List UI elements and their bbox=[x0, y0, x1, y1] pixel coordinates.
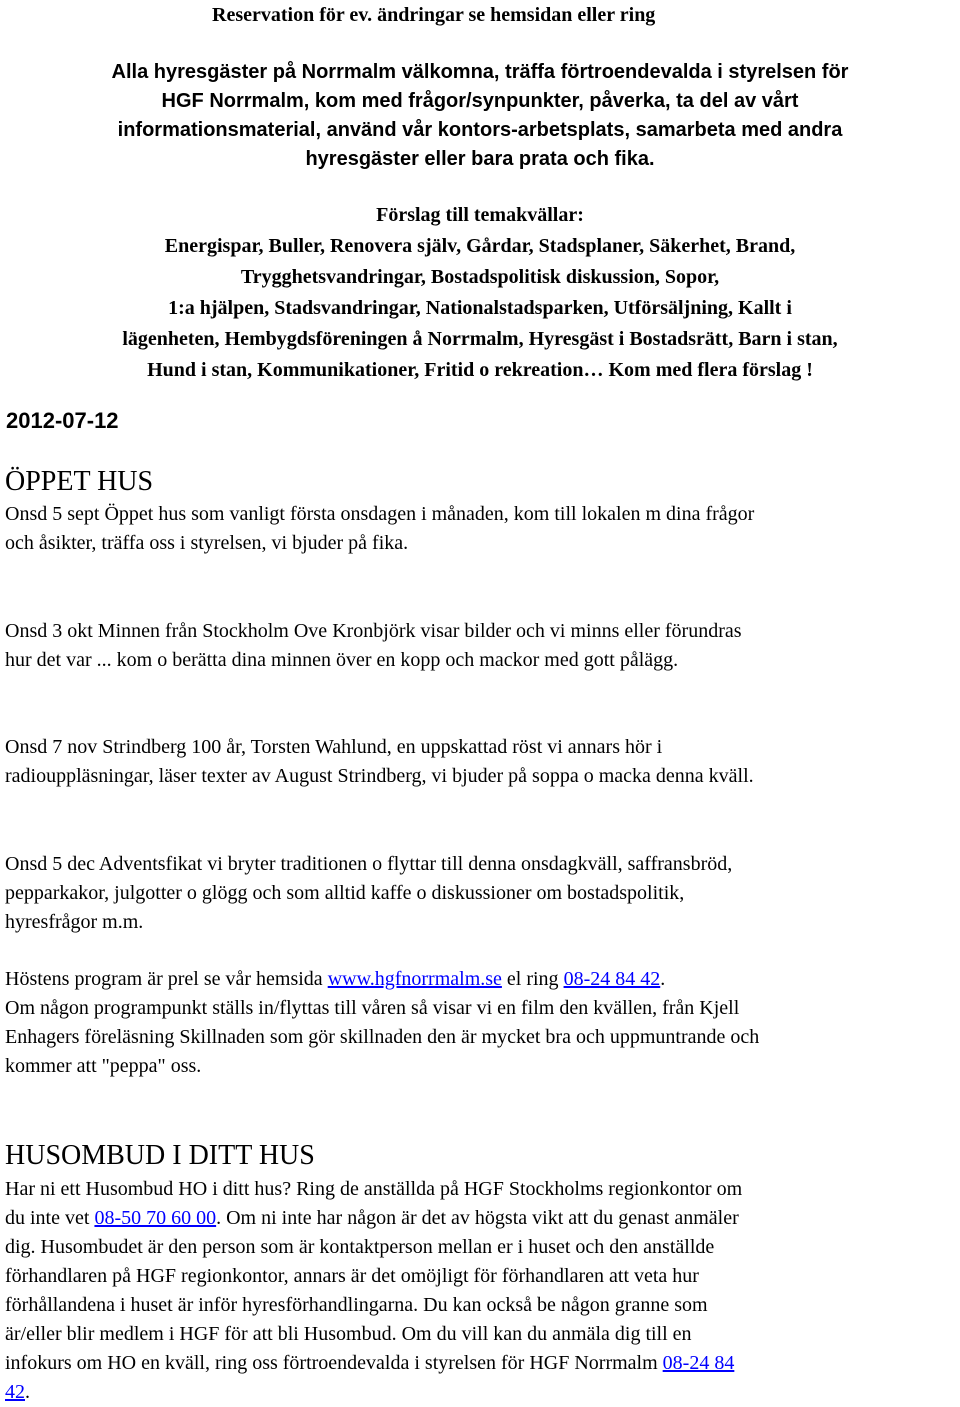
text-fragment: du inte vet bbox=[5, 1207, 95, 1229]
program-text: . bbox=[660, 968, 666, 990]
event-dec-paragraph bbox=[5, 850, 732, 937]
reservation-note: Reservation för ev. ändringar se hemsidan eller ring bbox=[212, 4, 656, 26]
text-line: förhandlaren på HGF regionkontor, annars är det omöjligt för förhandlaren att veta hur bbox=[5, 1265, 699, 1287]
text-line: dig. Husombudet är den person som är kontaktperson mellan er i huset och den anställde bbox=[5, 1236, 715, 1258]
text-fragment: . Om ni inte har någon är det av högsta vikt att du genast anmäler bbox=[216, 1207, 739, 1229]
text-line: Har ni ett Husombud HO i ditt hus? Ring de anställda på HGF Stockholms regionkontor om bbox=[5, 1178, 743, 1200]
regional-office-phone-link[interactable]: 08-50 70 60 00 bbox=[94, 1207, 217, 1229]
text-line: pepparkakor, julgotter o glögg och som alltid kaffe o diskussioner om bostadspolitik, bbox=[5, 882, 685, 904]
welcome-line: hyresgäster eller bara prata och fika. bbox=[305, 148, 655, 170]
text-fragment: infokurs om HO en kväll, ring oss förtroendevalda i styrelsen för HGF Norrmalm bbox=[5, 1352, 663, 1374]
text-line: Enhagers föreläsning Skillnaden som gör skillnaden den är mycket bra och uppmuntrande och bbox=[5, 1026, 760, 1048]
theme-line: lägenheten, Hembygdsföreningen å Norrmalm, Hyresgäst i Bostadsrätt, Barn i stan, bbox=[122, 328, 838, 350]
text-line: förhållandena i huset är inför hyresförhandlingarna. Du kan också be någon granne som bbox=[5, 1294, 708, 1316]
husombud-paragraph bbox=[5, 1175, 742, 1407]
program-line bbox=[5, 965, 759, 994]
text-line: Onsd 7 nov Strindberg 100 år, Torsten Wahlund, en uppskattad röst vi annars hör i bbox=[5, 736, 663, 758]
text-line bbox=[5, 1378, 742, 1407]
theme-heading: Förslag till temakvällar: bbox=[376, 204, 584, 226]
board-phone-link[interactable]: 08-24 84 bbox=[662, 1352, 735, 1374]
theme-line: Hund i stan, Kommunikationer, Fritid o rekreation… Kom med flera förslag ! bbox=[147, 359, 813, 381]
text-line: är/eller blir medlem i HGF för att bli Husombud. Om du vill kan du anmäla dig till en bbox=[5, 1323, 692, 1345]
husombud-heading: HUSOMBUD I DITT HUS bbox=[5, 1140, 315, 1171]
open-house-heading: ÖPPET HUS bbox=[5, 466, 154, 497]
text-line: Onsd 3 okt Minnen från Stockholm Ove Kronbjörk visar bilder och vi minns eller förundras bbox=[5, 620, 742, 642]
event-nov-paragraph bbox=[5, 733, 754, 791]
text-line: radiouppläsningar, läser texter av August Strindberg, vi bjuder på soppa o macka denna kväll. bbox=[5, 765, 754, 787]
theme-line: Trygghetsvandringar, Bostadspolitisk diskussion, Sopor, bbox=[240, 266, 720, 288]
text-line: hur det var ... kom o berätta dina minnen över en kopp och mackor med gott pålägg. bbox=[5, 649, 679, 671]
event-oct-paragraph bbox=[5, 617, 742, 675]
welcome-line: HGF Norrmalm, kom med frågor/synpunkter, påverka, ta del av vårt bbox=[161, 90, 799, 112]
theme-line: Energispar, Buller, Renovera själv, Gårdar, Stadsplaner, Säkerhet, Brand, bbox=[164, 235, 796, 257]
website-link[interactable]: www.hgfnorrmalm.se bbox=[327, 968, 502, 990]
text-line: hyresfrågor m.m. bbox=[5, 911, 144, 933]
text-line bbox=[5, 1204, 742, 1233]
text-line: Om någon programpunkt ställs in/flyttas till våren så visar vi en film den kvällen, från Kjell bbox=[5, 997, 740, 1019]
board-phone-link-continued[interactable]: 42 bbox=[5, 1381, 25, 1403]
event-sept-paragraph bbox=[5, 500, 754, 558]
text-line: och åsikter, träffa oss i styrelsen, vi bjuder på fika. bbox=[5, 532, 409, 554]
text-line bbox=[5, 1349, 742, 1378]
program-text: Höstens program är prel se vår hemsida bbox=[5, 968, 328, 990]
welcome-line: Alla hyresgäster på Norrmalm välkomna, träffa förtroendevalda i styrelsen för bbox=[111, 61, 849, 83]
program-paragraph bbox=[5, 965, 759, 1081]
program-text: el ring bbox=[501, 968, 564, 990]
text-fragment: . bbox=[25, 1381, 30, 1403]
text-line: Onsd 5 sept Öppet hus som vanligt första onsdagen i månaden, kom till lokalen m dina frågor bbox=[5, 503, 755, 525]
welcome-paragraph bbox=[0, 58, 960, 174]
theme-suggestions bbox=[0, 200, 960, 386]
phone-link[interactable]: 08-24 84 42 bbox=[563, 968, 661, 990]
theme-line: 1:a hjälpen, Stadsvandringar, Nationalstadsparken, Utförsäljning, Kallt i bbox=[168, 297, 792, 319]
post-date: 2012-07-12 bbox=[6, 408, 119, 433]
text-line: Onsd 5 dec Adventsfikat vi bryter traditionen o flyttar till denna onsdagkväll, saffransbröd, bbox=[5, 853, 733, 875]
welcome-line: informationsmaterial, använd vår kontors-arbetsplats, samarbeta med andra bbox=[117, 119, 843, 141]
text-line: kommer att "peppa" oss. bbox=[5, 1055, 202, 1077]
